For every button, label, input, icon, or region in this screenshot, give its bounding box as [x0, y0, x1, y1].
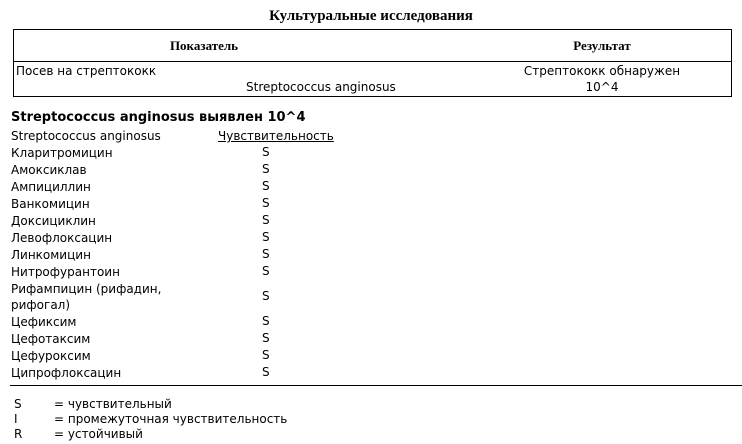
- sensitivity-value: S: [262, 314, 270, 328]
- sensitivity-header-value: Чувствительность: [218, 129, 334, 143]
- sensitivity-header-organism: Streptococcus anginosus: [11, 129, 161, 143]
- legend-text: = промежуточная чувствительность: [54, 412, 288, 426]
- drug-name: Ампициллин: [11, 180, 91, 194]
- legend-code: S: [14, 397, 22, 411]
- sensitivity-value: S: [262, 247, 270, 261]
- sensitivity-value: S: [262, 230, 270, 244]
- legend-code: I: [14, 412, 18, 426]
- sensitivity-value: S: [262, 331, 270, 345]
- sensitivity-value: S: [262, 213, 270, 227]
- legend-text: = чувствительный: [54, 397, 172, 411]
- sensitivity-value: S: [262, 348, 270, 362]
- drug-name: Линкомицин: [11, 248, 91, 262]
- legend-text: = устойчивый: [54, 427, 143, 441]
- sensitivity-value: S: [262, 289, 270, 303]
- drug-name: Ципрофлоксацин: [11, 366, 122, 380]
- drug-name: Ванкомицин: [11, 197, 90, 211]
- table-cell-result: 10^4: [585, 80, 619, 94]
- divider: [10, 385, 742, 386]
- page-title: Культуральные исследования: [269, 8, 473, 24]
- table-cell-result: Стрептококк обнаружен: [523, 64, 681, 78]
- table-cell-organism: Streptococcus anginosus: [246, 80, 396, 94]
- sensitivity-value: S: [262, 162, 270, 176]
- drug-name: Цефотаксим: [11, 332, 91, 346]
- sensitivity-value: S: [262, 365, 270, 379]
- sensitivity-value: S: [262, 264, 270, 278]
- sensitivity-value: S: [262, 179, 270, 193]
- drug-name: Рифампицин (рифадин, рифогал): [11, 282, 162, 312]
- column-header-result: Результат: [573, 38, 631, 53]
- drug-name: Амоксиклав: [11, 163, 87, 177]
- drug-name: Нитрофурантоин: [11, 265, 120, 279]
- drug-name: Кларитромицин: [11, 146, 113, 160]
- drug-name: Цефиксим: [11, 315, 77, 329]
- drug-name: Левофлоксацин: [11, 231, 113, 245]
- drug-name: Цефуроксим: [11, 349, 91, 363]
- sensitivity-value: S: [262, 145, 270, 159]
- column-header-parameter: Показатель: [169, 38, 239, 53]
- table-header-row: [14, 30, 731, 62]
- results-table: [13, 29, 732, 97]
- sensitivity-value: S: [262, 196, 270, 210]
- legend-code: R: [14, 427, 23, 441]
- drug-name: Доксициклин: [11, 214, 96, 228]
- table-cell-parameter: Посев на стрептококк: [16, 64, 157, 78]
- sensitivity-heading: Streptococcus anginosus выявлен 10^4: [11, 110, 306, 125]
